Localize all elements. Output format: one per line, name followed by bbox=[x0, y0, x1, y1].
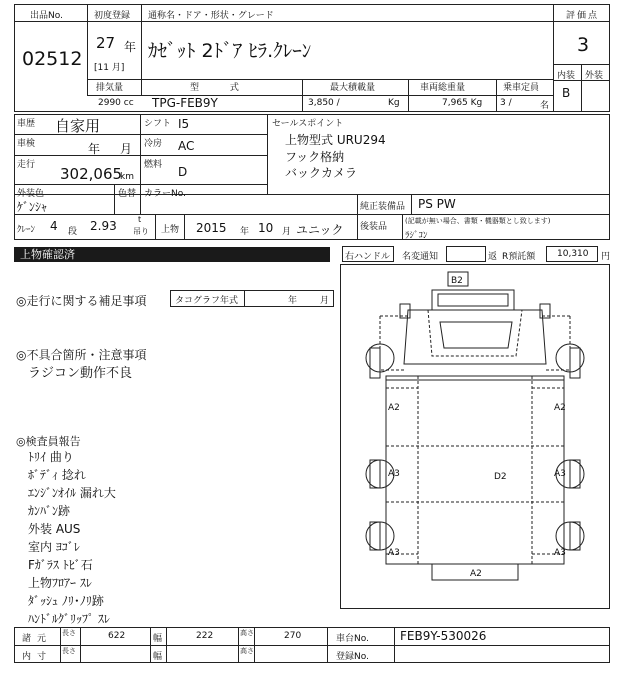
model-code-label: 型 式 bbox=[190, 83, 253, 93]
score-label: 評価点 bbox=[566, 11, 600, 21]
notice-label: 名変通知 bbox=[402, 252, 439, 262]
lot-number: 02512 bbox=[22, 48, 83, 70]
mark-a3-left-rear: A3 bbox=[388, 548, 400, 558]
crane-ton-unit: t bbox=[138, 215, 142, 224]
defect-text: ラジコン動作不良 bbox=[28, 366, 133, 381]
sales-line-2: フック格納 bbox=[285, 150, 345, 164]
model-name: ｶｾﾞｯﾄ 2ﾄﾞｱ ﾋﾗ.ｸﾚｰﾝ bbox=[148, 40, 312, 62]
upper-year: 2015 bbox=[196, 221, 227, 235]
tacho-month: 月 bbox=[320, 296, 330, 306]
tacho-label: タコグラフ年式 bbox=[175, 296, 239, 306]
fuel-value: D bbox=[178, 165, 188, 179]
right-hand-label: 右ハンドル bbox=[345, 252, 391, 262]
inspection-month: 月 bbox=[120, 142, 133, 156]
mark-d2: D2 bbox=[494, 472, 507, 482]
mark-a2-right: A2 bbox=[554, 403, 566, 413]
inspector-line-5: 外装 AUS bbox=[28, 522, 81, 536]
crane-lift-unit: 吊り bbox=[133, 227, 149, 236]
cab-body bbox=[404, 310, 546, 364]
mark-a3-right-mid: A3 bbox=[554, 469, 566, 479]
upper-month: 10 bbox=[258, 221, 274, 235]
yen-label: 円 bbox=[601, 252, 611, 262]
crane-label: ｸﾚｰﾝ bbox=[17, 225, 36, 235]
width-value: 222 bbox=[196, 631, 214, 641]
equipment-label: 純正装備品 bbox=[360, 202, 406, 212]
max-load-label: 最大積載量 bbox=[330, 83, 376, 93]
ac-value: AC bbox=[178, 139, 195, 153]
inspector-line-3: ｴﾝｼﾞﾝｵｲﾙ 漏れ大 bbox=[28, 486, 116, 500]
crane-stages: 4 bbox=[50, 219, 58, 233]
shift-value: I5 bbox=[178, 117, 190, 131]
sales-label: セールスポイント bbox=[272, 119, 344, 129]
inspector-line-7: Fｶﾞﾗｽ ﾄﾋﾞ石 bbox=[28, 558, 93, 572]
upper-maker: ユニック bbox=[296, 223, 344, 237]
driving-notes-label: ◎走行に関する補足事項 bbox=[16, 294, 147, 308]
aftermarket-note: (記載が無い場合、書類・機器類とし致します) bbox=[405, 217, 551, 225]
inspector-line-9: ﾀﾞｯｼｭ ﾉﾘ･ﾉﾘ跡 bbox=[28, 594, 104, 608]
tacho-year: 年 bbox=[288, 296, 298, 306]
max-load-value: 3,850 / bbox=[308, 98, 340, 108]
cab-roof bbox=[432, 290, 514, 310]
ext-color-value: ｹﾞﾝｼｬ bbox=[17, 200, 48, 214]
inspection-label: 車検 bbox=[17, 139, 36, 149]
inspection-year: 年 bbox=[88, 142, 101, 156]
first-reg-label: 初度登録 bbox=[94, 11, 131, 21]
sales-line-1: 上物型式 URU294 bbox=[285, 133, 386, 147]
mileage-value: 302,065 bbox=[60, 165, 123, 183]
inspector-line-2: ﾎﾞﾃﾞｨ 捻れ bbox=[28, 468, 86, 482]
defect-label: ◎不具合箇所・注意事項 bbox=[16, 348, 147, 362]
displacement-label: 排気量 bbox=[96, 83, 124, 93]
model-code-value: TPG-FEB9Y bbox=[152, 96, 218, 110]
width-label: 幅 bbox=[153, 634, 163, 644]
r-deposit-label: R預託額 bbox=[502, 252, 536, 262]
registration-label: 登録No. bbox=[336, 652, 369, 662]
history-label: 車歴 bbox=[17, 119, 36, 129]
inner-dims-label: 内寸 bbox=[22, 652, 53, 662]
exterior-label: 外装 bbox=[585, 71, 604, 81]
upper-label: 上物 bbox=[161, 225, 180, 235]
height-label: 高さ bbox=[240, 629, 254, 637]
crane-tonnage: 2.93 bbox=[90, 219, 117, 233]
capacity-label: 乗車定員 bbox=[503, 83, 540, 93]
gross-weight-label: 車両総重量 bbox=[420, 83, 466, 93]
truck-diagram bbox=[340, 264, 610, 609]
r-deposit-value: 10,310 bbox=[557, 249, 589, 259]
height-value: 270 bbox=[284, 631, 302, 641]
capacity-value: 3 / bbox=[500, 98, 512, 108]
mark-a2-left: A2 bbox=[388, 403, 400, 413]
interior-grade: B bbox=[562, 86, 571, 100]
chassis-label: 車台No. bbox=[336, 634, 369, 644]
history-value: 自家用 bbox=[55, 117, 101, 135]
ext-color-label: 外装色 bbox=[17, 189, 45, 199]
equipment-value: PS PW bbox=[418, 197, 456, 211]
model-label: 通称名・ドア・形状・グレード bbox=[148, 11, 274, 21]
mark-a3-left-mid: A3 bbox=[388, 469, 400, 479]
chassis-value: FEB9Y-530026 bbox=[400, 629, 487, 643]
inner-height-label: 高さ bbox=[240, 647, 254, 655]
inner-length-label: 長さ bbox=[62, 647, 76, 655]
mileage-label: 走行 bbox=[17, 160, 36, 170]
upper-year-unit: 年 bbox=[240, 227, 250, 237]
color-change-label: 色替 bbox=[118, 189, 137, 199]
mark-a2-rear: A2 bbox=[470, 569, 482, 579]
lot-label: 出品No. bbox=[30, 11, 63, 21]
upper-confirmed-bar: 上物確認済 bbox=[14, 247, 330, 262]
gross-weight-value: 7,965 Kg bbox=[442, 98, 483, 108]
mark-a3-right-rear: A3 bbox=[554, 548, 566, 558]
length-label: 長さ bbox=[62, 629, 76, 637]
aftermarket-label: 後装品 bbox=[360, 222, 388, 232]
inspector-line-6: 室内 ﾖｺﾞﾚ bbox=[28, 540, 80, 554]
ac-label: 冷房 bbox=[144, 139, 163, 149]
specs-label: 諸元 bbox=[22, 634, 53, 644]
fuel-label: 燃料 bbox=[144, 160, 163, 170]
max-load-unit: Kg bbox=[388, 98, 400, 108]
inspector-line-10: ﾊﾝﾄﾞﾙｸﾞﾘｯﾌﾟ ｽﾚ bbox=[28, 612, 110, 626]
inner-width-label: 幅 bbox=[153, 652, 163, 662]
inspector-label: ◎検査員報告 bbox=[16, 435, 81, 448]
inspector-line-4: ｶﾝﾊﾞﾝ跡 bbox=[28, 504, 71, 518]
color-no-label: カラーNo. bbox=[144, 189, 186, 199]
first-reg-year-unit: 年 bbox=[124, 40, 137, 54]
mark-b2: B2 bbox=[451, 276, 463, 286]
cargo-bed bbox=[386, 376, 564, 564]
displacement-value: 2990 cc bbox=[98, 98, 134, 108]
first-reg-month: [11 月] bbox=[94, 63, 125, 73]
mileage-unit: km bbox=[120, 172, 134, 182]
shift-label: シフト bbox=[144, 119, 172, 129]
length-value: 622 bbox=[108, 631, 126, 641]
first-reg-year: 27 bbox=[96, 34, 116, 52]
aftermarket-value: ﾗｼﾞｺﾝ bbox=[405, 231, 428, 241]
return-label: 返 bbox=[488, 252, 498, 262]
sales-line-3: バックカメラ bbox=[285, 166, 358, 180]
capacity-unit: 名 bbox=[540, 101, 550, 111]
upper-month-unit: 月 bbox=[282, 227, 292, 237]
notice-box bbox=[446, 246, 486, 262]
inspector-line-8: 上物ﾌﾛｱｰ ｽﾚ bbox=[28, 576, 92, 590]
interior-label: 内装 bbox=[557, 71, 576, 81]
score-value: 3 bbox=[577, 34, 590, 56]
inspector-line-1: ﾄﾘｲ 曲り bbox=[28, 450, 74, 464]
crane-stage-unit: 段 bbox=[68, 227, 78, 237]
